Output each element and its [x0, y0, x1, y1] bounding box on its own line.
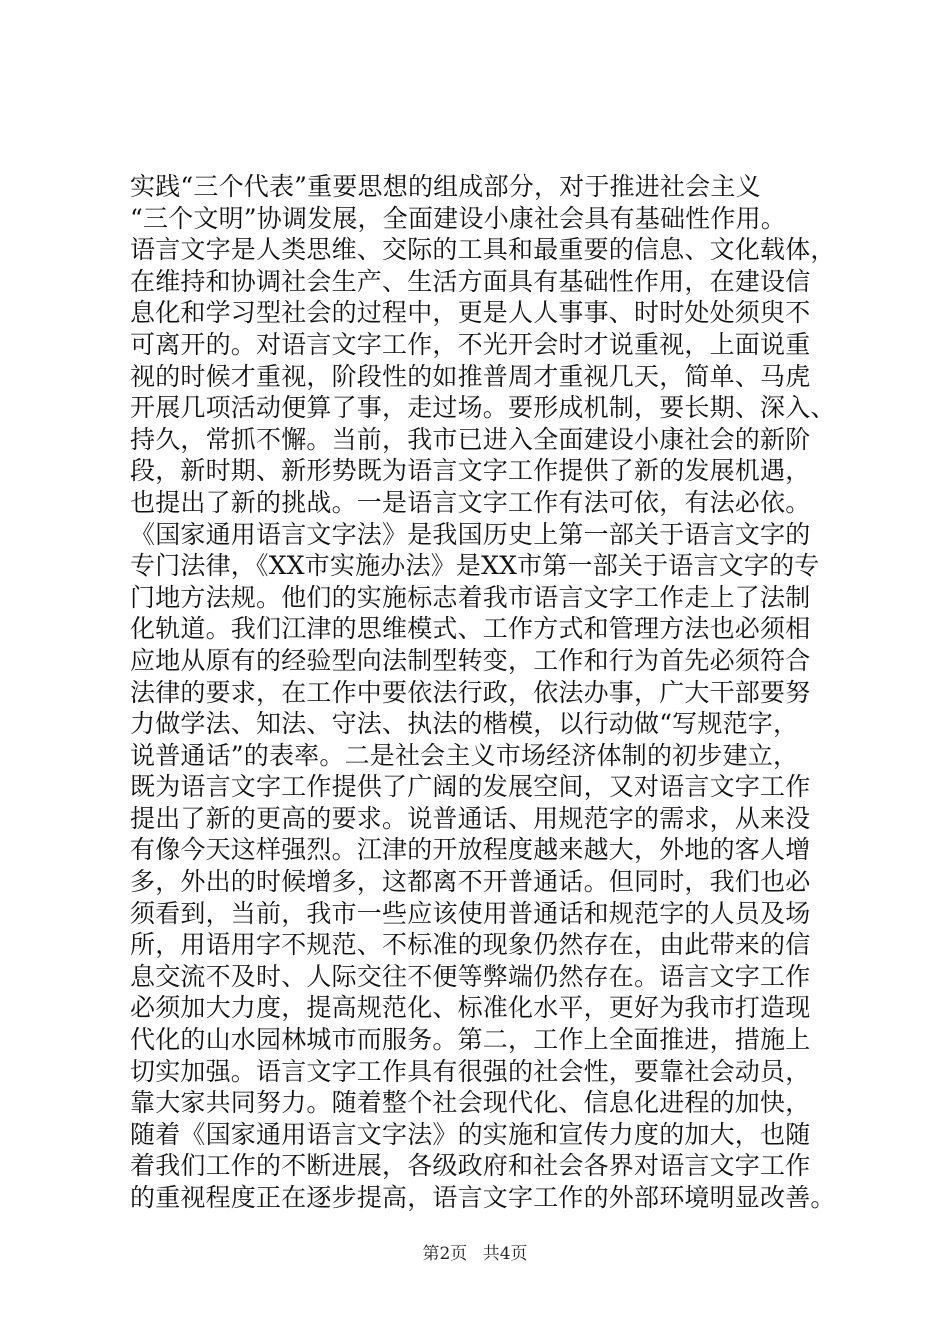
text-line: 应地从原有的经验型向法制型转变，工作和行为首先必须符合: [130, 645, 811, 675]
page-number: 第2页: [422, 1244, 468, 1264]
text-line: 随着《国家通用语言文字法》的实施和宣传力度的加大，也随: [130, 1119, 811, 1149]
text-line: 在维持和协调社会生产、生活方面具有基础性作用，在建设信: [130, 266, 811, 296]
text-line: 《国家通用语言文字法》是我国历史上第一部关于语言文字的: [130, 519, 811, 549]
text-line: 有像今天这样强烈。江津的开放程度越来越大，外地的客人增: [130, 835, 811, 865]
text-line: 力做学法、知法、守法、执法的楷模，以行动做“写规范字，: [130, 709, 799, 739]
text-line: 视的时候才重视，阶段性的如推普周才重视几天，简单、马虎: [130, 361, 811, 391]
page-total: 共4页: [482, 1244, 528, 1264]
text-line: 持久，常抓不懈。当前，我市已进入全面建设小康社会的新阶: [130, 424, 811, 454]
text-line: “三个文明”协调发展，全面建设小康社会具有基础性作用。: [130, 203, 786, 233]
text-line: 既为语言文字工作提供了广阔的发展空间，又对语言文字工作: [130, 772, 811, 802]
text-line: 门地方法规。他们的实施标志着我市语言文字工作走上了法制: [130, 582, 811, 612]
text-line: 多，外出的时候增多，这都离不开普通话。但同时，我们也必: [130, 867, 811, 897]
text-line: 说普通话”的表率。二是社会主义市场经济体制的初步建立，: [130, 740, 799, 770]
text-line: 所，用语用字不规范、不标准的现象仍然存在，由此带来的信: [130, 930, 811, 960]
text-line: 段，新时期、新形势既为语言文字工作提供了新的发展机遇，: [130, 456, 811, 486]
text-line: 着我们工作的不断进展，各级政府和社会各界对语言文字工作: [130, 1151, 811, 1181]
text-line: 语言文字是人类思维、交际的工具和最重要的信息、文化载体，: [130, 235, 836, 265]
text-line: 可离开的。对语言文字工作，不光开会时才说重视，上面说重: [130, 329, 811, 359]
text-line: 提出了新的更高的要求。说普通话、用规范字的需求，从来没: [130, 803, 811, 833]
body-text: [130, 171, 836, 1214]
text-line: 的重视程度正在逐步提高，语言文字工作的外部环境明显改善。: [130, 1183, 836, 1212]
text-line: 化轨道。我们江津的思维模式、工作方式和管理方法也必须相: [130, 614, 811, 644]
text-line: 代化的山水园林城市而服务。第二，工作上全面推进，措施上: [130, 1025, 811, 1055]
text-line: 须看到，当前，我市一些应该使用普通话和规范字的人员及场: [130, 898, 811, 928]
text-line: 实践“三个代表”重要思想的组成部分，对于推进社会主义: [130, 172, 761, 201]
text-line: 靠大家共同努力。随着整个社会现代化、信息化进程的加快，: [130, 1088, 811, 1118]
page-footer: [0, 1242, 950, 1266]
text-line: 息交流不及时、人际交往不便等弊端仍然存在。语言文字工作: [130, 961, 811, 991]
text-line: 开展几项活动便算了事，走过场。要形成机制，要长期、深入、: [130, 393, 836, 423]
text-line: 息化和学习型社会的过程中，更是人人事事、时时处处须臾不: [130, 298, 811, 328]
text-line: 专门法律，《XX市实施办法》是XX市第一部关于语言文字的专: [130, 551, 820, 581]
text-line: 必须加大力度，提高规范化、标准化水平，更好为我市打造现: [130, 993, 811, 1023]
text-line: 也提出了新的挑战。一是语言文字工作有法可依，有法必依。: [130, 487, 811, 517]
text-line: 法律的要求，在工作中要依法行政，依法办事，广大干部要努: [130, 677, 811, 707]
text-line: 切实加强。语言文字工作具有很强的社会性，要靠社会动员，: [130, 1056, 811, 1086]
